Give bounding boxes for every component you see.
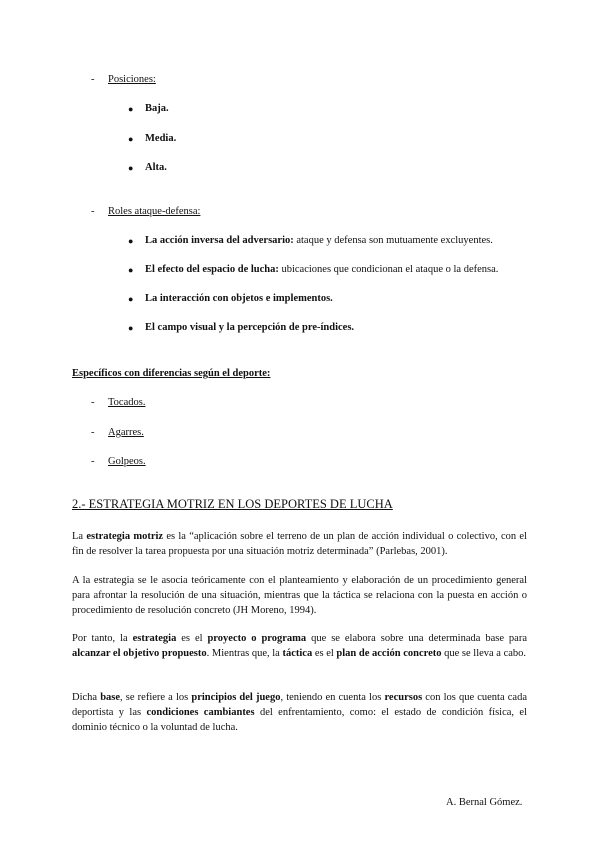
- list-item: La interacción con objetos e implementos.: [145, 293, 333, 304]
- list-item: La acción inversa del adversario: ataque y defensa son mutuamente excluyentes.: [145, 235, 493, 246]
- list-item: El efecto del espacio de lucha: ubicaciones que condicionan el ataque o la defensa.: [145, 264, 499, 275]
- roles-label: Roles ataque-defensa:: [108, 206, 201, 217]
- bullet-icon: ●: [128, 323, 134, 333]
- list-item: Alta.: [145, 162, 167, 173]
- list-item: Agarres.: [108, 427, 144, 438]
- paragraph: Dicha base, se refiere a los principios del juego, teniendo en cuenta los recursos con los que cuenta cada deportista y las condiciones cambiantes del enfrentamiento, como: el estado de condición física, el dominio técnico o la voluntad de lucha.: [72, 692, 527, 733]
- dash-marker: -: [91, 456, 95, 467]
- paragraph: La estrategia motriz es la “aplicación sobre el terreno de un plan de acción individual o colectivo, con el fin de resolver la tarea propuesta por una situación motriz determinada” (Parlebas, 2001).: [72, 531, 527, 557]
- bullet-icon: ●: [128, 163, 134, 173]
- paragraph: A la estrategia se le asocia teóricamente con el planteamiento y elaboración de un procedimiento general para afrontar la resolución de una situación, mientras que la táctica se relaciona con la puesta en acción o procedimiento de resolución concreto (JH Moreno, 1994).: [72, 575, 527, 616]
- dash-marker: -: [91, 74, 95, 85]
- bullet-icon: ●: [128, 236, 134, 246]
- bullet-icon: ●: [128, 134, 134, 144]
- dash-marker: -: [91, 206, 95, 217]
- section-title: 2.- ESTRATEGIA MOTRIZ EN LOS DEPORTES DE LUCHA: [72, 497, 393, 511]
- list-item: Media.: [145, 133, 177, 144]
- bullet-icon: ●: [128, 294, 134, 304]
- dash-marker: -: [91, 397, 95, 408]
- list-item: Golpeos.: [108, 456, 146, 467]
- list-item: Tocados.: [108, 397, 146, 408]
- bullet-icon: ●: [128, 104, 134, 114]
- paragraph: Por tanto, la estrategia es el proyecto o programa que se elabora sobre una determinada base para alcanzar el objetivo propuesto. Mientras que, la táctica es el plan de acción concreto que se lleva a cabo.: [72, 633, 527, 659]
- posiciones-label: Posiciones:: [108, 74, 156, 85]
- especificos-heading: Específicos con diferencias según el deporte:: [72, 368, 271, 379]
- bullet-icon: ●: [128, 265, 134, 275]
- dash-marker: -: [91, 427, 95, 438]
- footer-author: A. Bernal Gómez.: [446, 797, 523, 808]
- list-item: Baja.: [145, 103, 169, 114]
- list-item: El campo visual y la percepción de pre-índices.: [145, 322, 355, 333]
